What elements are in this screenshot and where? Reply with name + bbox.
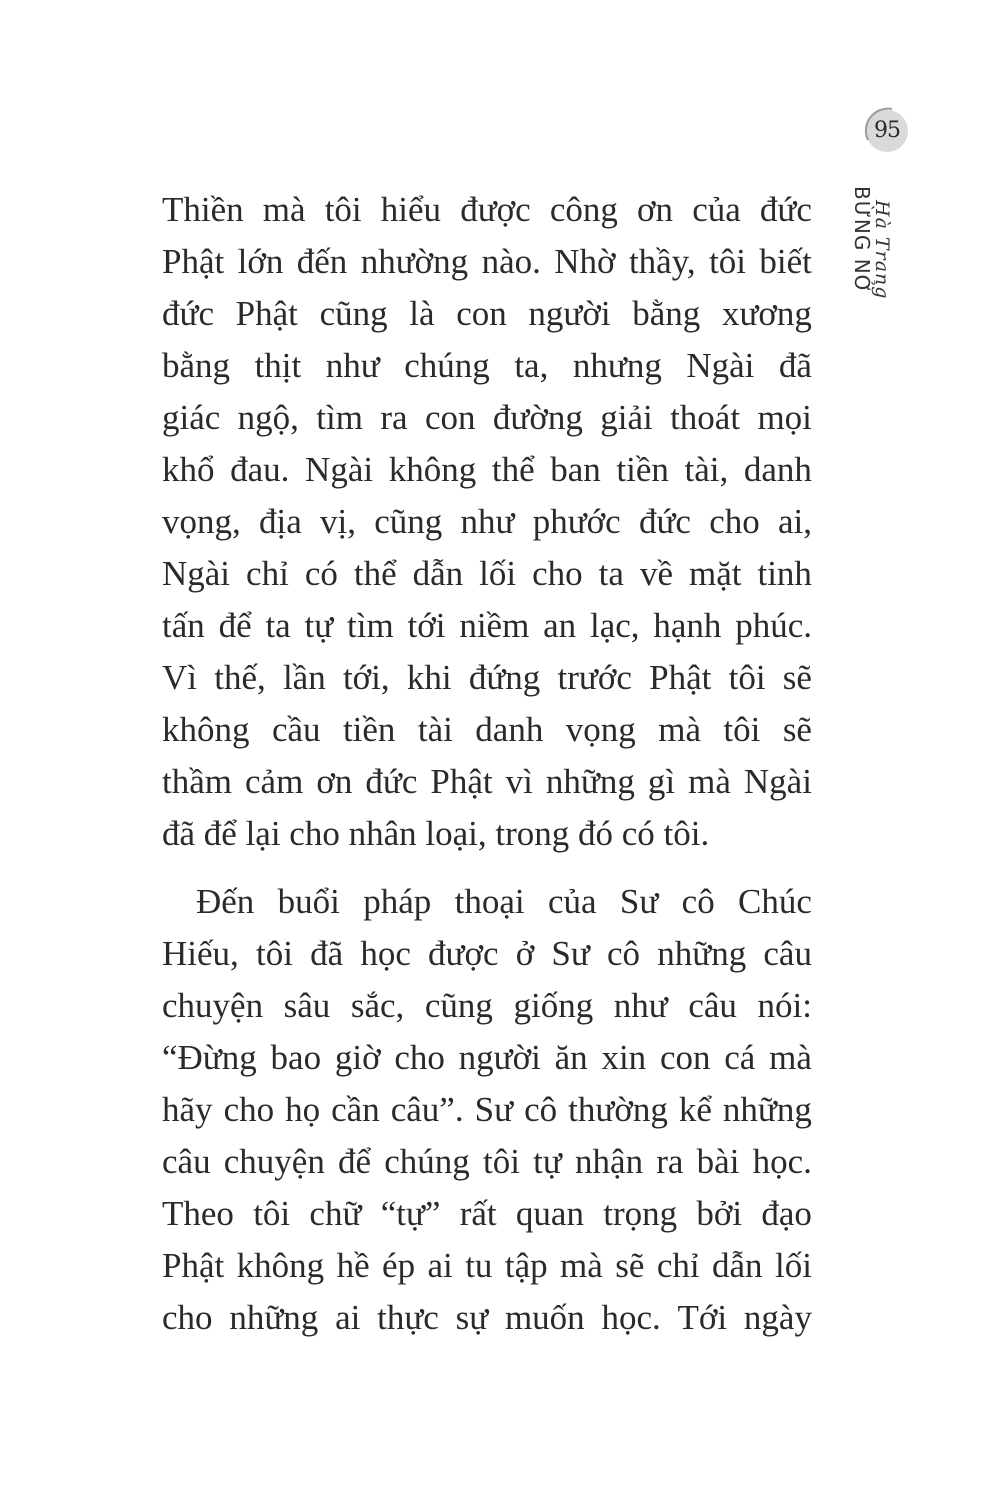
text-line: Ngài chỉ có thể dẫn lối cho ta về mặt tinh: [162, 554, 812, 593]
running-header-author: Hà Trang: [871, 200, 893, 300]
text-line: giác ngộ, tìm ra con đường giải thoát mọi: [162, 398, 812, 437]
text-line: câu chuyện để chúng tôi tự nhận ra bài học.: [162, 1142, 812, 1181]
text-line: Thiền mà tôi hiểu được công ơn của đức: [162, 190, 812, 229]
text-line: cho những ai thực sự muốn học. Tới ngày: [162, 1298, 812, 1337]
text-line: bằng thịt như chúng ta, nhưng Ngài đã: [162, 346, 812, 385]
text-line: khổ đau. Ngài không thể ban tiền tài, danh: [162, 450, 812, 489]
text-line: Theo tôi chữ “tự” rất quan trọng bởi đạo: [162, 1194, 812, 1233]
text-line: Hiếu, tôi đã học được ở Sư cô những câu: [162, 934, 812, 973]
page-number-badge: [862, 106, 912, 156]
text-line: vọng, địa vị, cũng như phước đức cho ai,: [162, 502, 812, 541]
text-line: “Đừng bao giờ cho người ăn xin con cá mà: [162, 1038, 812, 1077]
text-line: tấn để ta tự tìm tới niềm an lạc, hạnh phúc.: [162, 606, 812, 645]
body-text: [162, 184, 812, 1344]
paragraph-2: [162, 876, 812, 1344]
text-line: đức Phật cũng là con người bằng xương: [162, 294, 812, 333]
text-line: không cầu tiền tài danh vọng mà tôi sẽ: [162, 710, 812, 749]
text-line: Phật lớn đến nhường nào. Nhờ thầy, tôi biết: [162, 242, 812, 281]
text-line: Phật không hề ép ai tu tập mà sẽ chỉ dẫn lối: [162, 1246, 812, 1285]
text-line: Đến buổi pháp thoại của Sư cô Chúc: [196, 882, 812, 921]
text-line: Vì thế, lần tới, khi đứng trước Phật tôi sẽ: [162, 658, 812, 697]
page-number: 95: [874, 118, 900, 143]
text-line: hãy cho họ cần câu”. Sư cô thường kể những: [162, 1090, 812, 1129]
text-line: đã để lại cho nhân loại, trong đó có tôi.: [162, 814, 710, 853]
running-header-title: BỪNG NỞ: [850, 186, 874, 294]
text-line: chuyện sâu sắc, cũng giống như câu nói:: [162, 986, 812, 1025]
paragraph-1: [162, 184, 812, 860]
text-line: thầm cảm ơn đức Phật vì những gì mà Ngài: [162, 762, 812, 801]
